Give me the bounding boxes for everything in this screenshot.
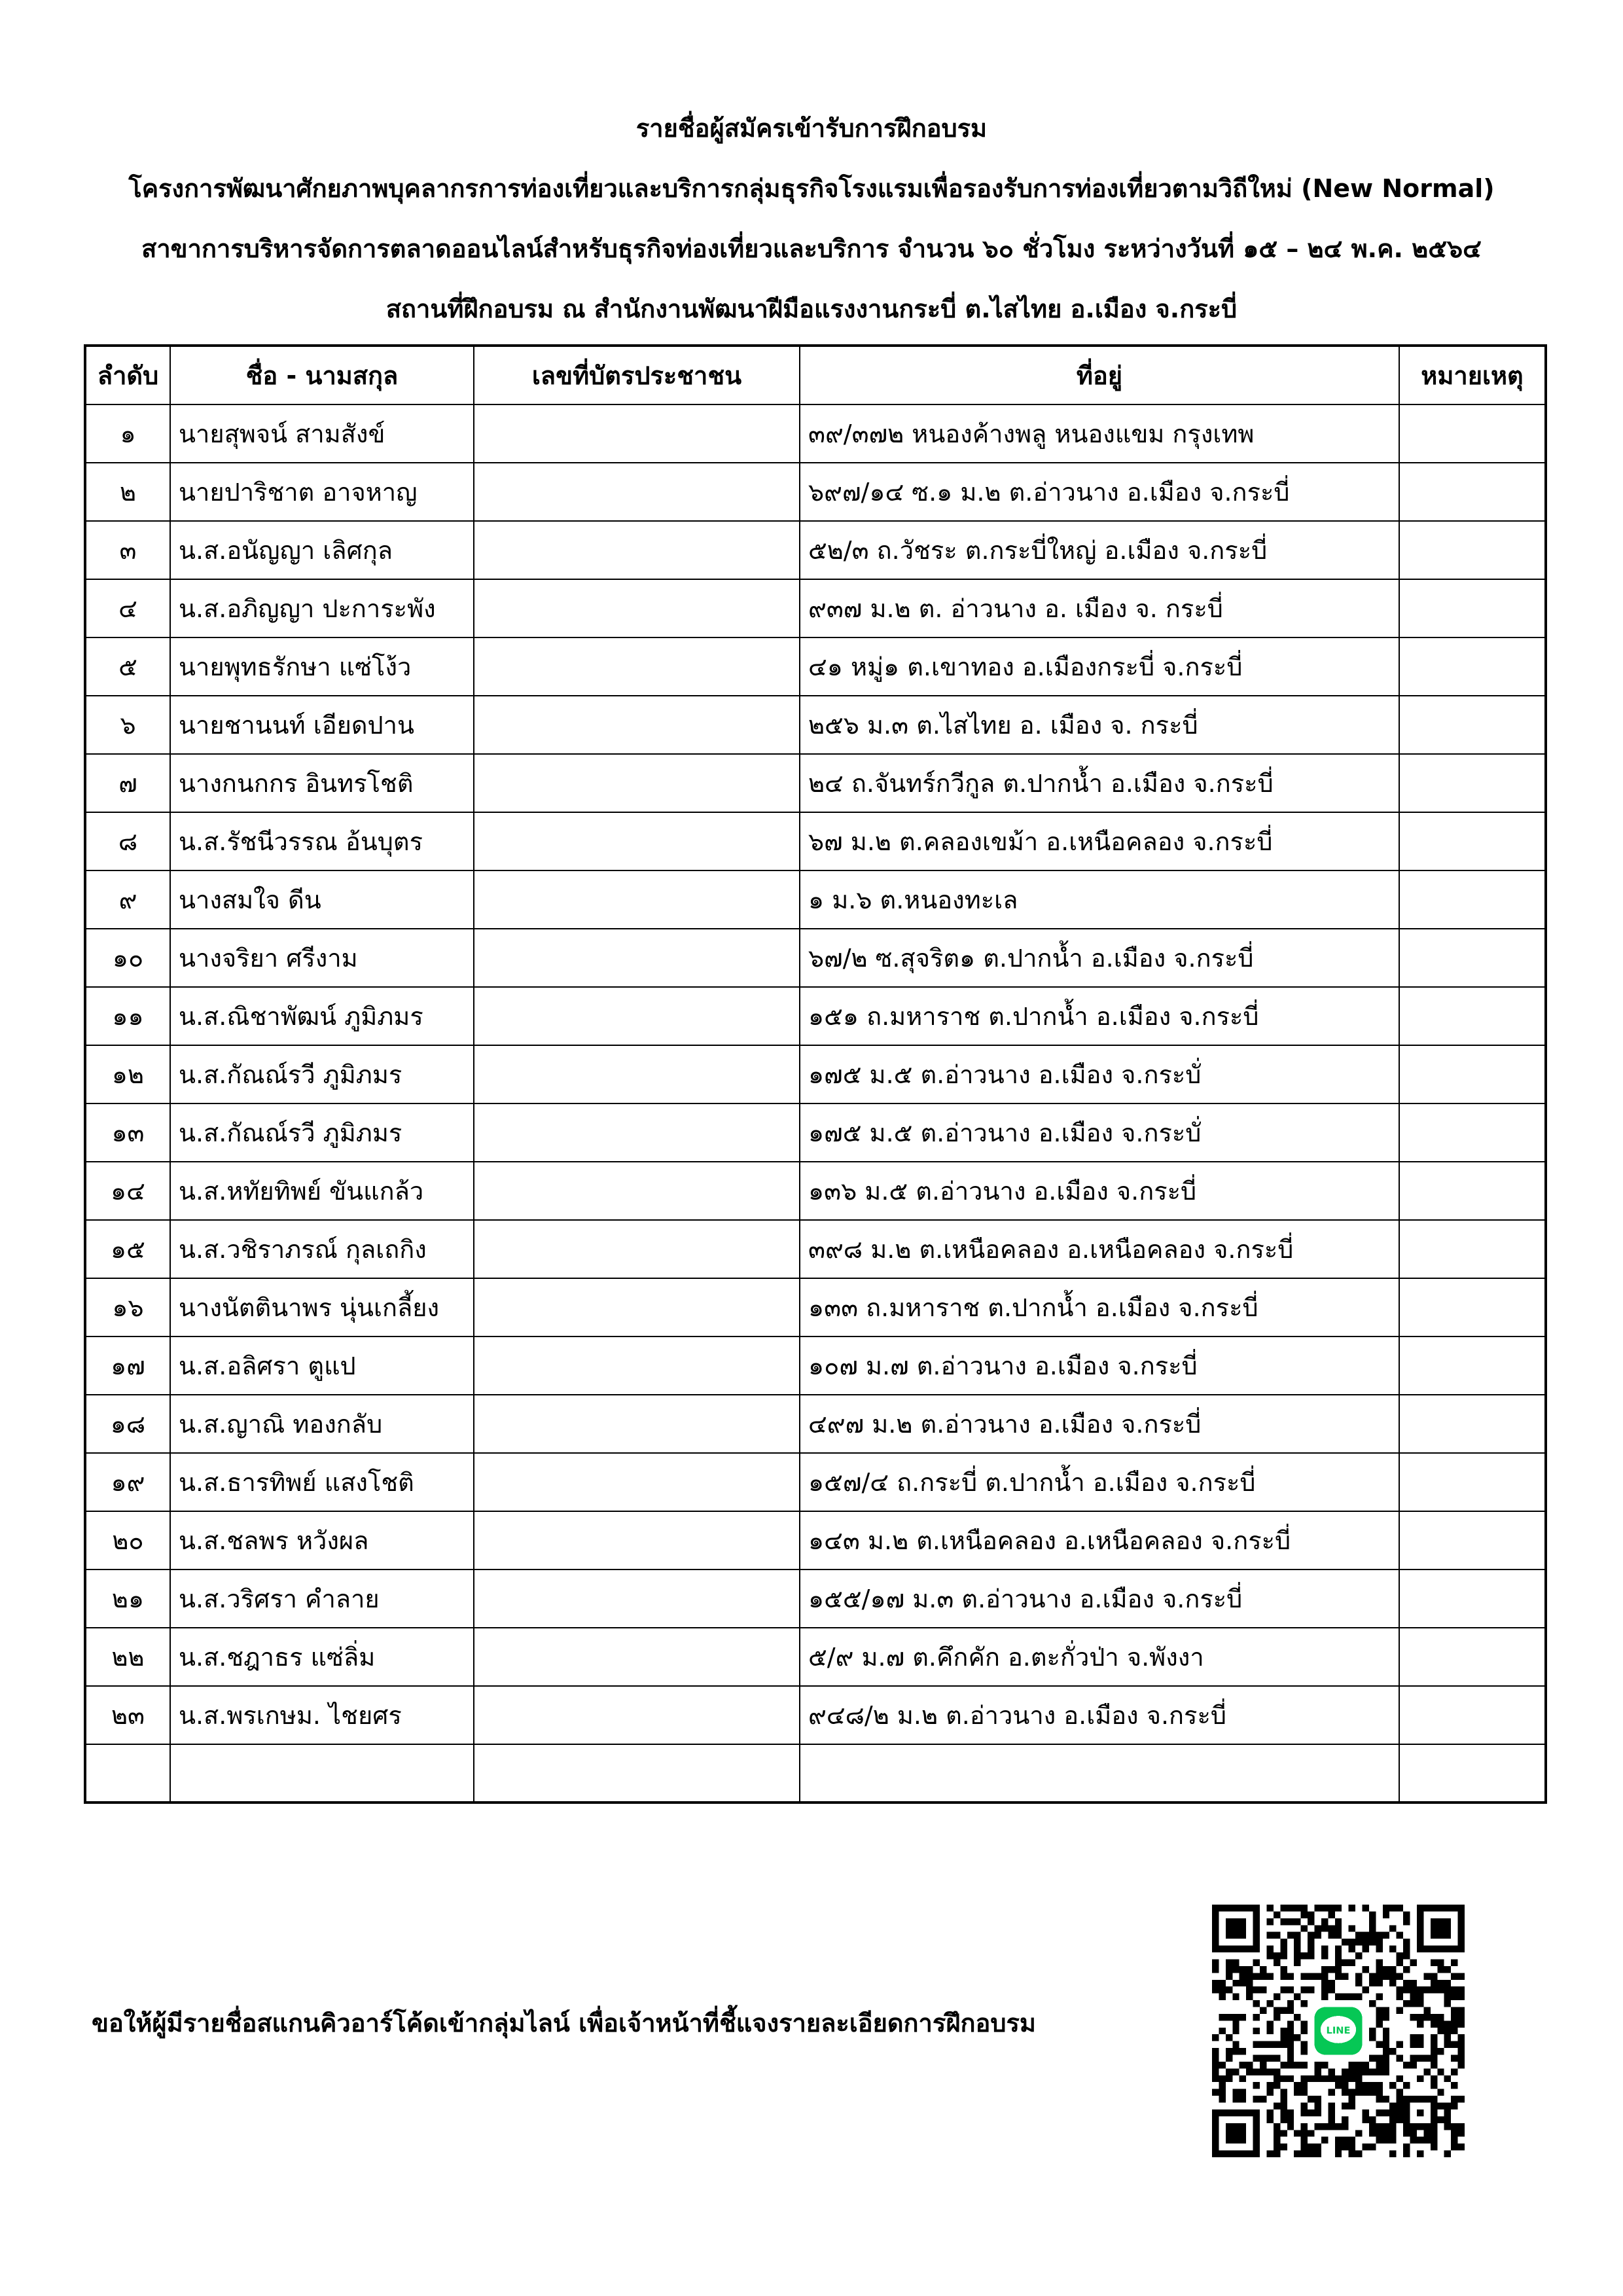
applicant-name: นางกนกกร อินทรโชติ — [170, 754, 474, 812]
column-header-number: ลำดับ — [85, 346, 170, 404]
applicant-name: นายปาริชาต อาจหาญ — [170, 463, 474, 521]
remarks — [1399, 1744, 1546, 1803]
applicant-name: น.ส.กัณณ์รวี ภูมิภมร — [170, 1045, 474, 1103]
applicant-name: นายพุทธรักษา แซ่โง้ว — [170, 637, 474, 696]
applicant-name: น.ส.หทัยทิพย์ ขันแกล้ว — [170, 1162, 474, 1220]
row-number — [85, 1744, 170, 1803]
id-card-number — [474, 870, 800, 929]
remarks — [1399, 812, 1546, 870]
remarks — [1399, 579, 1546, 637]
remarks — [1399, 1395, 1546, 1453]
applicant-address: ๑๗๕ ม.๕ ต.อ่าวนาง อ.เมือง จ.กระบั่ — [800, 1103, 1399, 1162]
id-card-number — [474, 1278, 800, 1336]
id-card-number — [474, 1336, 800, 1395]
applicant-address: ๑๓๖ ม.๕ ต.อ่าวนาง อ.เมือง จ.กระบี่ — [800, 1162, 1399, 1220]
remarks — [1399, 404, 1546, 463]
project-name: โครงการพัฒนาศักยภาพบุคลากรการท่องเที่ยวและบริการกลุ่มธุรกิจโรงแรมเพื่อรองรับการท่องเที่ยวตามวิถีใหม่ (New Normal) — [128, 174, 1495, 203]
id-card-number — [474, 1686, 800, 1744]
remarks — [1399, 929, 1546, 987]
applicant-address: ๖๗/๒ ซ.สุจริต๑ ต.ปากน้ำ อ.เมือง จ.กระบี่ — [800, 929, 1399, 987]
applicant-name: น.ส.ณิชาพัฒน์ ภูมิภมร — [170, 987, 474, 1045]
id-card-number — [474, 637, 800, 696]
id-card-number — [474, 579, 800, 637]
applicant-address: ๕/๙ ม.๗ ต.คึกคัก อ.ตะกั่วป่า จ.พังงา — [800, 1628, 1399, 1686]
applicant-address: ๖๗ ม.๒ ต.คลองเขม้า อ.เหนือคลอง จ.กระบี่ — [800, 812, 1399, 870]
remarks — [1399, 1628, 1546, 1686]
remarks — [1399, 1453, 1546, 1511]
applicant-address: ๑๓๓ ถ.มหาราช ต.ปากน้ำ อ.เมือง จ.กระบี่ — [800, 1278, 1399, 1336]
table-row — [85, 1045, 1546, 1103]
document-header — [0, 98, 1623, 339]
applicant-name: น.ส.ชฎาธร แซ่ลิ่ม — [170, 1628, 474, 1686]
applicant-address: ๓๙๘ ม.๒ ต.เหนือคลอง อ.เหนือคลอง จ.กระบี่ — [800, 1220, 1399, 1278]
id-card-number — [474, 812, 800, 870]
footer-instruction: ขอให้ผู้มีรายชื่อสแกนคิวอาร์โค้ดเข้ากลุ่มไลน์ เพื่อเจ้าหน้าที่ชี้แจงรายละเอียดการฝึกอบรม — [92, 2009, 1036, 2037]
applicant-address — [800, 1744, 1399, 1803]
table-row — [85, 1395, 1546, 1453]
row-number: ๑๒ — [85, 1045, 170, 1103]
line-logo-text: LINE — [1326, 2025, 1351, 2037]
row-number: ๖ — [85, 696, 170, 754]
table-row — [85, 404, 1546, 463]
applicant-name: น.ส.อลิศรา ตูแป — [170, 1336, 474, 1395]
table-row — [85, 1278, 1546, 1336]
column-header-remarks: หมายเหตุ — [1399, 346, 1546, 404]
row-number: ๓ — [85, 521, 170, 579]
applicant-name: นางจริยา ศรีงาม — [170, 929, 474, 987]
applicant-address: ๙๓๗ ม.๒ ต. อ่าวนาง อ. เมือง จ. กระบี่ — [800, 579, 1399, 637]
table-row — [85, 929, 1546, 987]
id-card-number — [474, 1511, 800, 1570]
id-card-number — [474, 463, 800, 521]
applicant-name: น.ส.ชลพร หวังผล — [170, 1511, 474, 1570]
applicant-address: ๕๒/๓ ถ.วัชระ ต.กระบี่ใหญ่ อ.เมือง จ.กระบี่ — [800, 521, 1399, 579]
table-row — [85, 1220, 1546, 1278]
line-logo-icon — [1311, 2003, 1365, 2058]
table-row — [85, 1511, 1546, 1570]
remarks — [1399, 637, 1546, 696]
id-card-number — [474, 1744, 800, 1803]
remarks — [1399, 1045, 1546, 1103]
id-card-number — [474, 987, 800, 1045]
table-row — [85, 1103, 1546, 1162]
applicant-name: น.ส.พรเกษม. ไชยศร — [170, 1686, 474, 1744]
applicant-address: ๔๙๗ ม.๒ ต.อ่าวนาง อ.เมือง จ.กระบี่ — [800, 1395, 1399, 1453]
table-body — [85, 404, 1546, 1803]
remarks — [1399, 1686, 1546, 1744]
applicant-name: น.ส.อนัญญา เลิศกุล — [170, 521, 474, 579]
remarks — [1399, 1220, 1546, 1278]
applicant-address: ๓๙/๓๗๒ หนองค้างพลู หนองแขม กรุงเทพ — [800, 404, 1399, 463]
applicant-address: ๒๔ ถ.จันทร์กวีกูล ต.ปากน้ำ อ.เมือง จ.กระบี่ — [800, 754, 1399, 812]
row-number: ๑๖ — [85, 1278, 170, 1336]
column-header-name: ชื่อ - นามสกุล — [170, 346, 474, 404]
remarks — [1399, 870, 1546, 929]
remarks — [1399, 1336, 1546, 1395]
applicant-address: ๑๕๗/๔ ถ.กระบี่ ต.ปากน้ำ อ.เมือง จ.กระบี่ — [800, 1453, 1399, 1511]
id-card-number — [474, 1103, 800, 1162]
qr-finder-top-left — [1212, 1905, 1260, 1952]
applicant-address: ๔๑ หมู่๑ ต.เขาทอง อ.เมืองกระบี่ จ.กระบี่ — [800, 637, 1399, 696]
table-row — [85, 1162, 1546, 1220]
remarks — [1399, 987, 1546, 1045]
document-title: รายชื่อผู้สมัครเข้ารับการฝึกอบรม — [635, 114, 988, 143]
applicant-name: น.ส.วชิราภรณ์ กุลเถกิง — [170, 1220, 474, 1278]
id-card-number — [474, 929, 800, 987]
row-number: ๑๘ — [85, 1395, 170, 1453]
id-card-number — [474, 1045, 800, 1103]
line-qr-code-icon[interactable] — [1212, 1905, 1465, 2157]
applicant-address: ๖๙๗/๑๔ ซ.๑ ม.๒ ต.อ่าวนาง อ.เมือง จ.กระบี่ — [800, 463, 1399, 521]
applicant-name: นางสมใจ ดีน — [170, 870, 474, 929]
row-number: ๑๑ — [85, 987, 170, 1045]
row-number: ๘ — [85, 812, 170, 870]
applicant-name: นายชานนท์ เอียดปาน — [170, 696, 474, 754]
row-number: ๒๑ — [85, 1570, 170, 1628]
applicant-table — [84, 344, 1547, 1804]
applicant-address: ๒๕๖ ม.๓ ต.ไสไทย อ. เมือง จ. กระบี่ — [800, 696, 1399, 754]
table-row — [85, 1570, 1546, 1628]
table-row — [85, 521, 1546, 579]
table-row — [85, 987, 1546, 1045]
applicant-name: น.ส.อภิญญา ปะการะพัง — [170, 579, 474, 637]
remarks — [1399, 1103, 1546, 1162]
applicant-address: ๙๔๘/๒ ม.๒ ต.อ่าวนาง อ.เมือง จ.กระบี่ — [800, 1686, 1399, 1744]
column-header-address: ที่อยู่ — [800, 346, 1399, 404]
remarks — [1399, 696, 1546, 754]
applicant-name: น.ส.รัชนีวรรณ อ้นบุตร — [170, 812, 474, 870]
training-location: สถานที่ฝึกอบรม ณ สำนักงานพัฒนาฝีมือแรงงานกระบี่ ต.ไสไทย อ.เมือง จ.กระบี่ — [385, 295, 1238, 323]
row-number: ๑๐ — [85, 929, 170, 987]
applicant-address: ๑๕๑ ถ.มหาราช ต.ปากน้ำ อ.เมือง จ.กระบี่ — [800, 987, 1399, 1045]
row-number: ๑๗ — [85, 1336, 170, 1395]
applicant-address: ๑๐๗ ม.๗ ต.อ่าวนาง อ.เมือง จ.กระบี่ — [800, 1336, 1399, 1395]
applicant-name: น.ส.ธารทิพย์ แสงโชติ — [170, 1453, 474, 1511]
remarks — [1399, 521, 1546, 579]
applicant-name: น.ส.ญาณิ ทองกลับ — [170, 1395, 474, 1453]
table-row — [85, 1336, 1546, 1395]
applicant-address: ๑๔๓ ม.๒ ต.เหนือคลอง อ.เหนือคลอง จ.กระบี่ — [800, 1511, 1399, 1570]
row-number: ๑ — [85, 404, 170, 463]
row-number: ๒๐ — [85, 1511, 170, 1570]
id-card-number — [474, 521, 800, 579]
table-row — [85, 579, 1546, 637]
table-row — [85, 1453, 1546, 1511]
row-number: ๑๙ — [85, 1453, 170, 1511]
applicant-address: ๑ ม.๖ ต.หนองทะเล — [800, 870, 1399, 929]
table-row — [85, 637, 1546, 696]
applicant-name: นายสุพจน์ สามสังข์ — [170, 404, 474, 463]
id-card-number — [474, 1162, 800, 1220]
table-header-row — [85, 346, 1546, 404]
qr-finder-top-right — [1417, 1905, 1465, 1952]
id-card-number — [474, 754, 800, 812]
applicant-address: ๑๗๕ ม.๕ ต.อ่าวนาง อ.เมือง จ.กระบั่ — [800, 1045, 1399, 1103]
applicant-address: ๑๕๕/๑๗ ม.๓ ต.อ่าวนาง อ.เมือง จ.กระบี่ — [800, 1570, 1399, 1628]
table-row — [85, 812, 1546, 870]
remarks — [1399, 1162, 1546, 1220]
row-number: ๔ — [85, 579, 170, 637]
table-row — [85, 1628, 1546, 1686]
remarks — [1399, 1511, 1546, 1570]
id-card-number — [474, 1453, 800, 1511]
id-card-number — [474, 404, 800, 463]
table-row — [85, 463, 1546, 521]
row-number: ๒ — [85, 463, 170, 521]
id-card-number — [474, 696, 800, 754]
applicant-name — [170, 1744, 474, 1803]
row-number: ๗ — [85, 754, 170, 812]
applicant-name: น.ส.กัณณ์รวี ภูมิภมร — [170, 1103, 474, 1162]
row-number: ๒๒ — [85, 1628, 170, 1686]
table-row — [85, 1686, 1546, 1744]
table-row — [85, 754, 1546, 812]
remarks — [1399, 1570, 1546, 1628]
row-number: ๒๓ — [85, 1686, 170, 1744]
table-row — [85, 696, 1546, 754]
id-card-number — [474, 1628, 800, 1686]
id-card-number — [474, 1395, 800, 1453]
applicant-name: นางนัตตินาพร นุ่นเกลี้ยง — [170, 1278, 474, 1336]
remarks — [1399, 463, 1546, 521]
row-number: ๑๔ — [85, 1162, 170, 1220]
row-number: ๑๕ — [85, 1220, 170, 1278]
applicant-name: น.ส.วริศรา คำลาย — [170, 1570, 474, 1628]
row-number: ๑๓ — [85, 1103, 170, 1162]
id-card-number — [474, 1220, 800, 1278]
row-number: ๙ — [85, 870, 170, 929]
remarks — [1399, 1278, 1546, 1336]
table-row — [85, 870, 1546, 929]
row-number: ๕ — [85, 637, 170, 696]
course-details: สาขาการบริหารจัดการตลาดออนไลน์สำหรับธุรกิจท่องเที่ยวและบริการ จำนวน ๖๐ ชั่วโมง ระหว่างวันที่ ๑๕ – ๒๔ พ.ค. ๒๕๖๔ — [141, 234, 1482, 263]
column-header-id-card: เลขที่บัตรประชาชน — [474, 346, 800, 404]
qr-finder-bottom-left — [1212, 2109, 1260, 2157]
remarks — [1399, 754, 1546, 812]
id-card-number — [474, 1570, 800, 1628]
table-row — [85, 1744, 1546, 1803]
